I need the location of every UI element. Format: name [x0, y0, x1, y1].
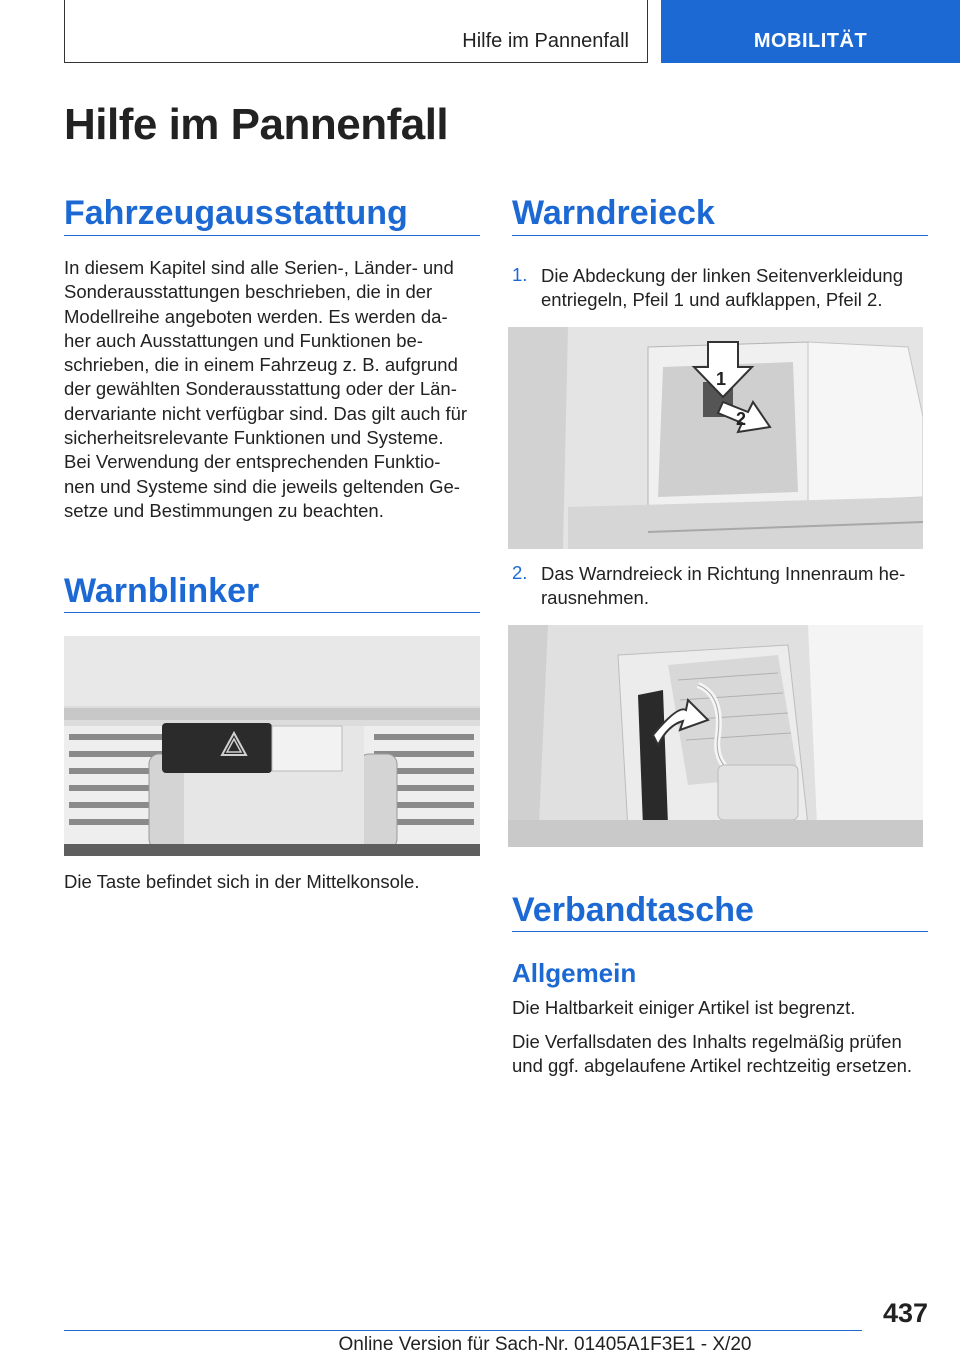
- heading-fahrzeugausstattung: Fahrzeugausstattung: [64, 194, 408, 232]
- svg-text:2: 2: [736, 409, 747, 429]
- step-2-text: Das Warndreieck in Richtung Innenraum he- rausnehmen.: [541, 563, 906, 609]
- subheading-allgemein: Allgemein: [512, 958, 637, 988]
- heading-rule: [64, 612, 480, 613]
- verbandtasche-text-2: Die Verfallsdaten des Inhalts regelmäßig prüfen und ggf. abgelaufene Artikel rechtzeitig ersetzen.: [512, 1031, 913, 1077]
- footer-rule: [64, 1330, 862, 1331]
- page-title: Hilfe im Pannenfall: [64, 100, 449, 149]
- verbandtasche-text-1: Die Haltbarkeit einiger Artikel ist begrenzt.: [512, 997, 856, 1018]
- side-panel-photo: [508, 327, 923, 549]
- heading-rule: [64, 235, 480, 236]
- header-chapter-tab[interactable]: [661, 0, 960, 63]
- heading-rule: [512, 931, 928, 932]
- svg-text:1: 1: [716, 369, 727, 389]
- heading-rule: [512, 235, 928, 236]
- warnblinker-caption: Die Taste befindet sich in der Mittelkonsole.: [64, 871, 420, 892]
- fahrzeugausstattung-text: In diesem Kapitel sind alle Serien-, Länder- und Sonderausstattungen beschrieben, die in der Modellreihe angeboten werden. Es werden da- her auch Ausstattungen und Funktionen be- schrieben, die in einem Fahrzeug z. B. aufgrund der gewählten Sonderausstattung oder der Län- dervariante nicht verfügbar sind. Das gilt auch für sicherheitsrelevante Funktionen und Systeme. Bei Verwendung der entsprechenden Funktio- nen und Systeme sind die jeweils geltenden Ge- setze und Bestimmungen zu beachten.: [64, 257, 468, 521]
- page-number: 437: [882, 1298, 928, 1328]
- header-section-title: Hilfe im Pannenfall: [462, 30, 629, 52]
- header-section-box: [64, 0, 648, 63]
- heading-warndreieck: Warndreieck: [512, 194, 715, 232]
- heading-warnblinker: Warnblinker: [64, 572, 260, 610]
- step-number: 1.: [512, 264, 528, 285]
- warning-triangle-photo: [508, 625, 923, 847]
- header-chapter-label: MOBILITÄT: [753, 30, 868, 52]
- footer-version-text: Online Version für Sach-Nr. 01405A1F3E1 - X/20: [338, 1334, 752, 1355]
- heading-verbandtasche: Verbandtasche: [512, 891, 754, 929]
- step-number: 2.: [512, 562, 528, 583]
- hazard-switch-photo: [64, 636, 480, 856]
- step-1-text: Die Abdeckung der linken Seitenverkleidung entriegeln, Pfeil 1 und aufklappen, Pfeil 2.: [541, 265, 904, 311]
